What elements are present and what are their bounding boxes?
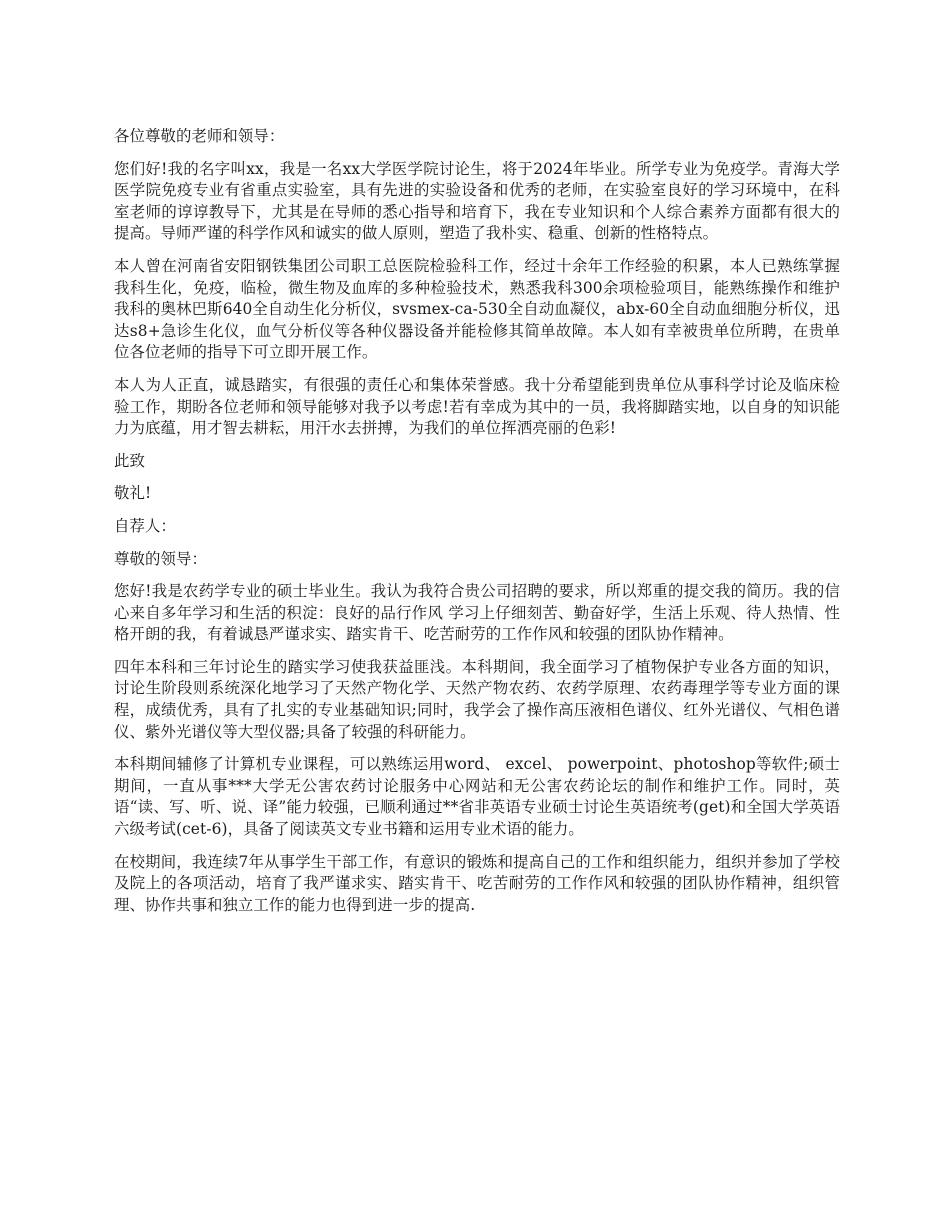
- letter1-paragraph-1: 您们好!我的名字叫xx，我是一名xx大学医学院讨论生，将于2024年毕业。所学专业为免疫学。青海大学医学院免疫专业有省重点实验室，具有先进的实验设备和优秀的老师，在实验室良好的学习环境中，在科室老师的谆谆教导下，尤其是在导师的悉心指导和培育下，我在专业知识和个人综合素养方面都有很大的提高。导师严谨的科学作风和诚实的做人原则，塑造了我朴实、稳重、创新的性格特点。: [114, 159, 840, 243]
- letter1-paragraph-3: 本人为人正直，诚恳踏实，有很强的责任心和集体荣誉感。我十分希望能到贵单位从事科学讨论及临床检验工作，期盼各位老师和领导能够对我予以考虑!若有幸成为其中的一员，我将脚踏实地，以自身的知识能力为底蕴，用才智去耕耘，用汗水去拼搏，为我们的单位挥洒亮丽的色彩!: [114, 375, 840, 438]
- letter1-paragraph-2: 本人曾在河南省安阳钢铁集团公司职工总医院检验科工作，经过十余年工作经验的积累，本人已熟练掌握我科生化，免疫，临检，微生物及血库的多种检验技术，熟悉我科300余项检验项目，能熟练操作和维护我科的奥林巴斯640全自动生化分析仪，svsmex-ca-530全自动血凝仪，abx-60全自动血细胞分析仪，迅达s8+急诊生化仪，血气分析仪等各种仪器设备并能检修其简单故障。本人如有幸被贵单位所聘，在贵单位各位老师的指导下可立即开展工作。: [114, 256, 840, 362]
- letter2-paragraph-1: 您好!我是农药学专业的硕士毕业生。我认为我符合贵公司招聘的要求，所以郑重的提交我的简历。我的信心来自多年学习和生活的积淀：良好的品行作风 学习上仔细刻苦、勤奋好学，生活上乐观、待人热情、性格开朗的我，有着诚恳严谨求实、踏实肯干、吃苦耐劳的工作作风和较强的团队协作精神。: [114, 582, 840, 644]
- letter1-salutation: 各位尊敬的老师和领导：: [114, 127, 285, 145]
- letter2-paragraph-3: 本科期间辅修了计算机专业课程，可以熟练运用word、 excel、 powerpoint、photoshop等软件;硕士期间，一直从事***大学无公害农药讨论服务中心网站和无公害农药论坛的制作和维护工作。同时，英语“读、写、听、说、译”能力较强，已顺利通过**省非英语专业硕士讨论生英语统考(get)和全国大学英语六级考试(cet-6)，具备了阅读英文专业书籍和运用专业术语的能力。: [114, 755, 840, 839]
- letter2-paragraph-2: 四年本科和三年讨论生的踏实学习使我获益匪浅。本科期间，我全面学习了植物保护专业各方面的知识， 讨论生阶段则系统深化地学习了天然产物化学、天然产物农药、农药学原理、农药毒理学等专业方面的课程，成绩优秀，具有了扎实的专业基础知识;同时，我学会了操作高压液相色谱仪、红外光谱仪、气相色谱仪、紫外光谱仪等大型仪器;具备了较强的科研能力。: [114, 657, 840, 741]
- letter1-regards: 敬礼!: [114, 484, 152, 503]
- letter2-paragraph-4: 在校期间，我连续7年从事学生干部工作，有意识的锻炼和提高自己的工作和组织能力，组织并参加了学校及院上的各项活动，培育了我严谨求实、踏实肯干、吃苦耐劳的工作作风和较强的团队协作精神，组织管理、协作共事和独立工作的能力也得到进一步的提高.: [114, 852, 840, 914]
- letter1-closing: 此致: [114, 451, 145, 470]
- letter1-signature: 自荐人：: [114, 516, 176, 535]
- letter2-salutation: 尊敬的领导：: [114, 549, 207, 568]
- document-page: [114, 126, 840, 927]
